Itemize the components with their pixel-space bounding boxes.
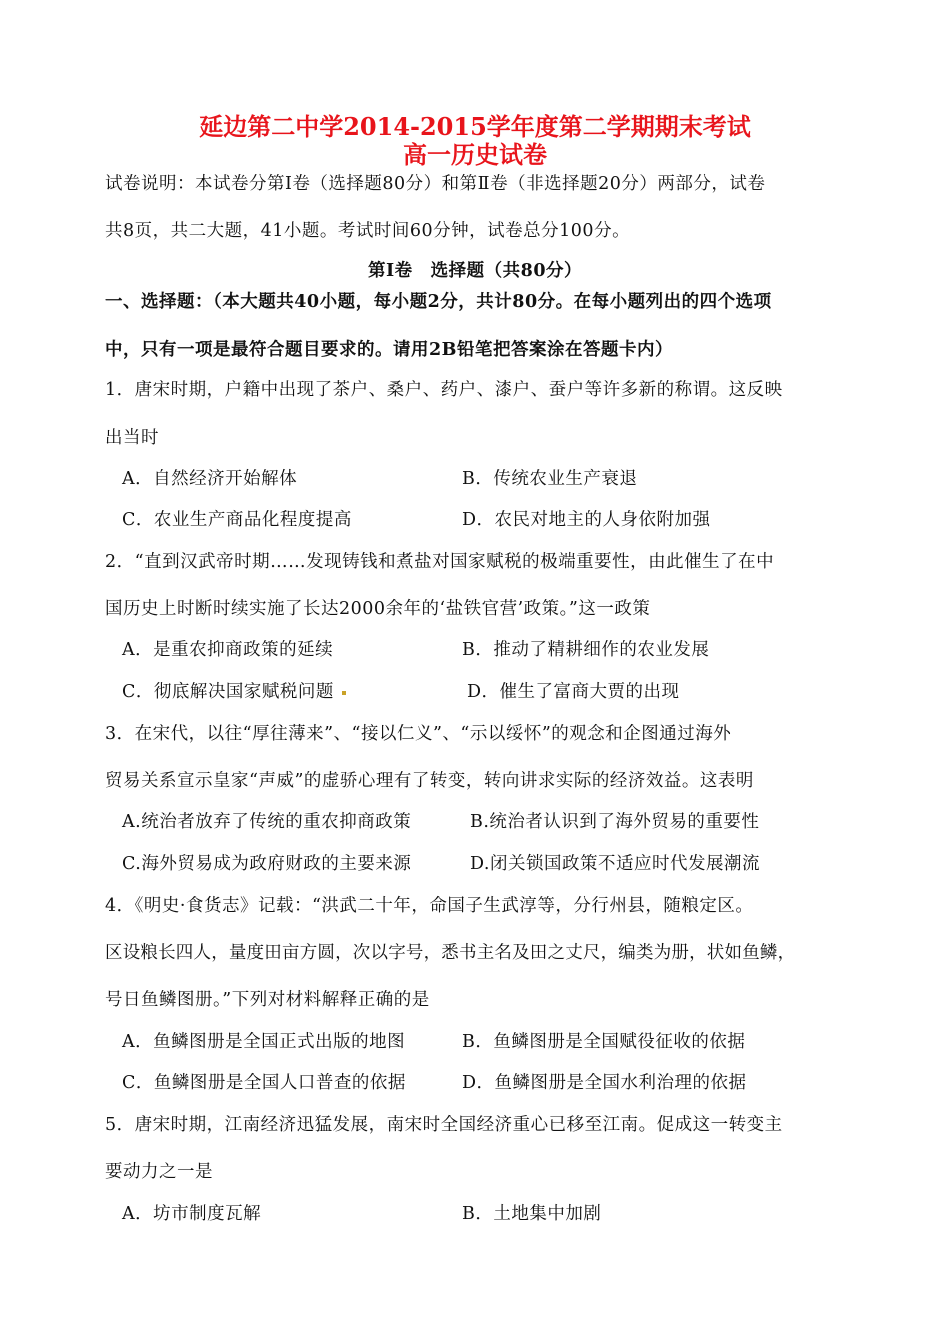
exam-subtitle: 高一历史试卷 — [403, 140, 547, 169]
question-1-option-c: C．农业生产商品化程度提高 — [122, 510, 352, 530]
question-5-stem-line-1: 5．唐宋时期，江南经济迅猛发展，南宋时全国经济重心已移至江南。促成这一转变主 — [105, 1115, 783, 1135]
question-1-option-d: D．农民对地主的人身依附加强 — [462, 510, 711, 530]
question-1-option-a: A．自然经济开始解体 — [122, 469, 298, 489]
question-1-stem-line-2: 出当时 — [105, 428, 159, 448]
question-4-stem-line-1: 4．《明史·食货志》记载：“洪武二十年，命国子生武淳等，分行州县，随粮定区。 — [105, 896, 754, 916]
question-3-option-c: C.海外贸易成为政府财政的主要来源 — [122, 854, 412, 874]
question-4-option-c: C．鱼鳞图册是全国人口普查的依据 — [122, 1073, 406, 1093]
question-1-option-b: B．传统农业生产衰退 — [462, 469, 638, 489]
section-intro-line-2: 中，只有一项是最符合题目要求的。请用2B铅笔把答案涂在答题卡内） — [105, 340, 673, 360]
section-intro-line-1: 一、选择题：（本大题共40小题，每小题2分，共计80分。在每小题列出的四个选项 — [105, 292, 772, 312]
question-5-option-a: A．坊市制度瓦解 — [122, 1204, 262, 1224]
question-4-stem-line-2: 区设粮长四人，量度田亩方圆，次以字号，悉书主名及田之丈尺，编类为册，状如鱼鳞， — [105, 943, 796, 963]
question-3-option-a: A.统治者放弃了传统的重农抑商政策 — [122, 812, 412, 832]
question-5-stem-line-2: 要动力之一是 — [105, 1162, 213, 1182]
section-heading: 第Ⅰ卷 选择题（共80分） — [367, 261, 583, 281]
question-3-stem-line-2: 贸易关系宣示皇家“声威”的虚骄心理有了转变，转向讲求实际的经济效益。这表明 — [105, 771, 754, 791]
question-4-option-d: D．鱼鳞图册是全国水利治理的依据 — [462, 1073, 747, 1093]
question-4-option-b: B．鱼鳞图册是全国赋役征收的依据 — [462, 1032, 746, 1052]
question-1-stem-line-1: 1．唐宋时期，户籍中出现了茶户、桑户、药户、漆户、蚕户等许多新的称谓。这反映 — [105, 380, 783, 400]
instructions-line-1: 试卷说明：本试卷分第Ⅰ卷（选择题80分）和第Ⅱ卷（非选择题20分）两部分，试卷 — [105, 174, 766, 194]
question-3-stem-line-1: 3．在宋代，以往“厚往薄来”、“接以仁义”、“示以绥怀”的观念和企图通过海外 — [105, 724, 732, 744]
question-2-option-b: B．推动了精耕细作的农业发展 — [462, 640, 710, 660]
scan-mark-dot — [342, 691, 346, 695]
question-2-option-c-row — [122, 680, 346, 704]
question-2-stem-line-2: 国历史上时断时续实施了长达2000余年的‘盐铁官营’政策。”这一政策 — [105, 599, 651, 619]
question-2-stem-line-1: 2．“直到汉武帝时期……发现铸钱和煮盐对国家赋税的极端重要性，由此催生了在中 — [105, 552, 775, 572]
question-4-stem-line-3: 号日鱼鳞图册。”下列对材料解释正确的是 — [105, 990, 430, 1010]
question-5-option-b: B．土地集中加剧 — [462, 1204, 602, 1224]
question-2-option-d: D．催生了富商大贾的出现 — [467, 682, 680, 702]
question-3-option-d: D.闭关锁国政策不适应时代发展潮流 — [470, 854, 760, 874]
exam-title: 延边第二中学2014-2015学年度第二学期期末考试 — [199, 112, 751, 141]
instructions-line-2: 共8页，共二大题，41小题。考试时间60分钟，试卷总分100分。 — [105, 221, 631, 241]
question-3-option-b: B.统治者认识到了海外贸易的重要性 — [470, 812, 760, 832]
question-2-option-a: A．是重农抑商政策的延续 — [122, 640, 334, 660]
question-2-option-c: C．彻底解决国家赋税问题 — [122, 682, 334, 702]
question-4-option-a: A．鱼鳞图册是全国正式出版的地图 — [122, 1032, 406, 1052]
